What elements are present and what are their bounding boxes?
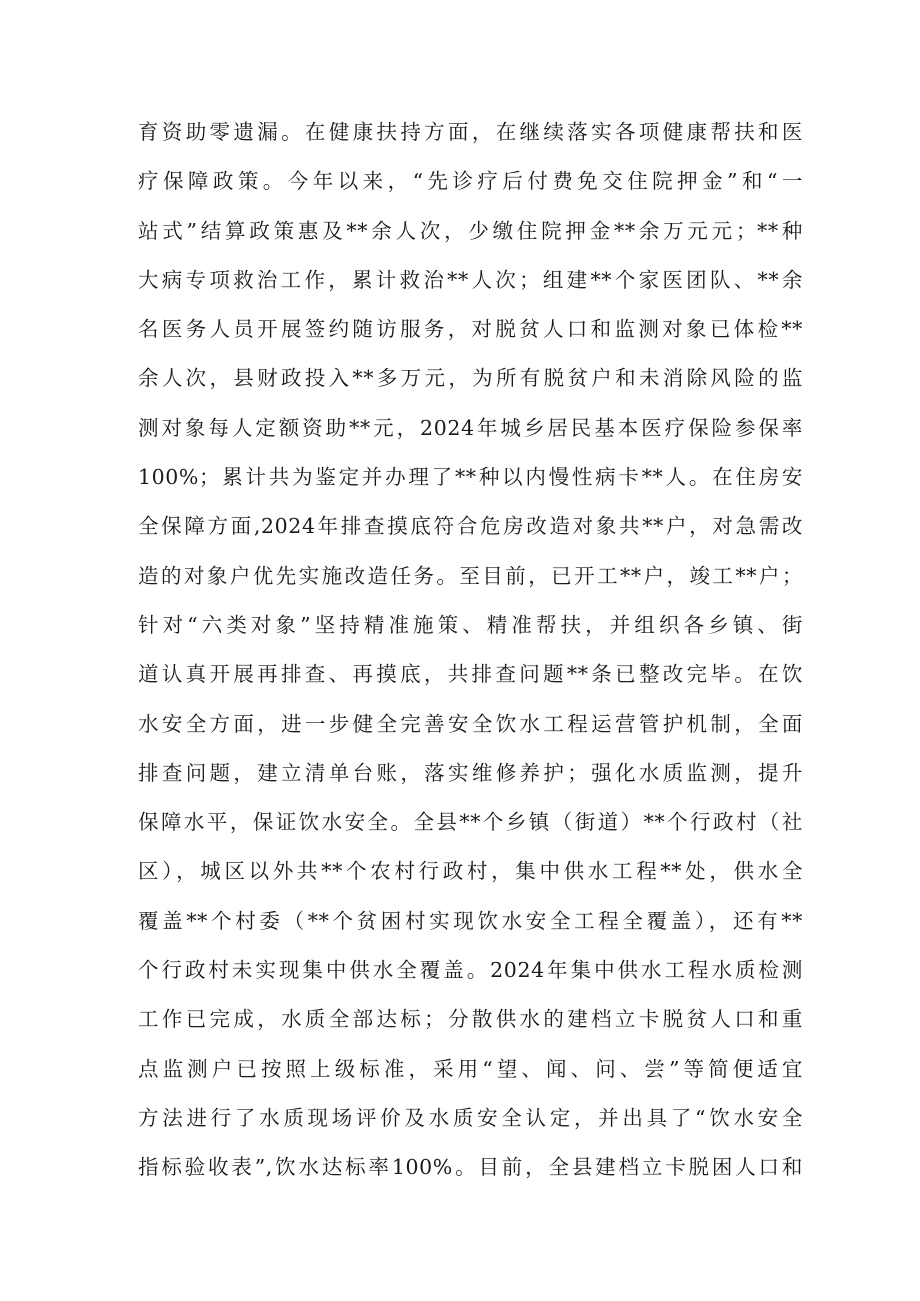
text-line: 名医务人员开展签约随访服务，对脱贫人口和监测对象已体检** bbox=[138, 317, 803, 342]
text-line: 保障水平，保证饮水安全。全县**个乡镇（街道）**个行政村（社 bbox=[138, 810, 803, 835]
text-line: 站式”结算政策惠及**余人次，少缴住院押金**余万元元；**种 bbox=[138, 218, 803, 243]
text-line: 测对象每人定额资助**元，2024年城乡居民基本医疗保险参保率 bbox=[138, 415, 803, 440]
text-line: 个行政村未实现集中供水全覆盖。2024年集中供水工程水质检测 bbox=[138, 958, 803, 983]
text-line: 指标验收表”,饮水达标率100%。目前，全县建档立卡脱困人口和 bbox=[138, 1155, 803, 1180]
text-line: 区），城区以外共**个农村行政村，集中供水工程**处，供水全 bbox=[138, 859, 803, 884]
text-line: 排查问题，建立清单台账，落实维修养护；强化水质监测，提升 bbox=[138, 760, 803, 785]
text-line: 覆盖**个村委（**个贫困村实现饮水安全工程全覆盖），还有** bbox=[138, 908, 803, 933]
text-line: 道认真开展再排查、再摸底，共排查问题**条已整改完毕。在饮 bbox=[138, 662, 803, 687]
text-line: 水安全方面，进一步健全完善安全饮水工程运营管护机制，全面 bbox=[138, 711, 803, 736]
text-line: 点监测户已按照上级标准，采用“望、闻、问、尝”等简便适宜 bbox=[138, 1056, 803, 1081]
text-line: 疗保障政策。今年以来，“先诊疗后付费免交住院押金”和“一 bbox=[138, 169, 803, 194]
text-line: 100%；累计共为鉴定并办理了**种以内慢性病卡**人。在住房安 bbox=[138, 465, 803, 490]
body-paragraph bbox=[138, 108, 803, 1193]
text-line: 育资助零遗漏。在健康扶持方面，在继续落实各项健康帮扶和医 bbox=[138, 120, 803, 144]
text-line: 全保障方面,2024年排查摸底符合危房改造对象共**户，对急需改 bbox=[138, 514, 803, 539]
text-line: 针对“六类对象”坚持精准施策、精准帮扶，并组织各乡镇、街 bbox=[138, 612, 803, 637]
text-line: 工作已完成，水质全部达标；分散供水的建档立卡脱贫人口和重 bbox=[138, 1007, 803, 1032]
text-line: 方法进行了水质现场评价及水质安全认定，并出具了“饮水安全 bbox=[138, 1105, 803, 1130]
text-line: 造的对象户优先实施改造任务。至目前，已开工**户，竣工**户； bbox=[138, 563, 803, 588]
text-line: 余人次，县财政投入**多万元，为所有脱贫户和未消除风险的监 bbox=[138, 366, 803, 391]
text-line: 大病专项救治工作，累计救治**人次；组建**个家医团队、**余 bbox=[138, 267, 803, 292]
